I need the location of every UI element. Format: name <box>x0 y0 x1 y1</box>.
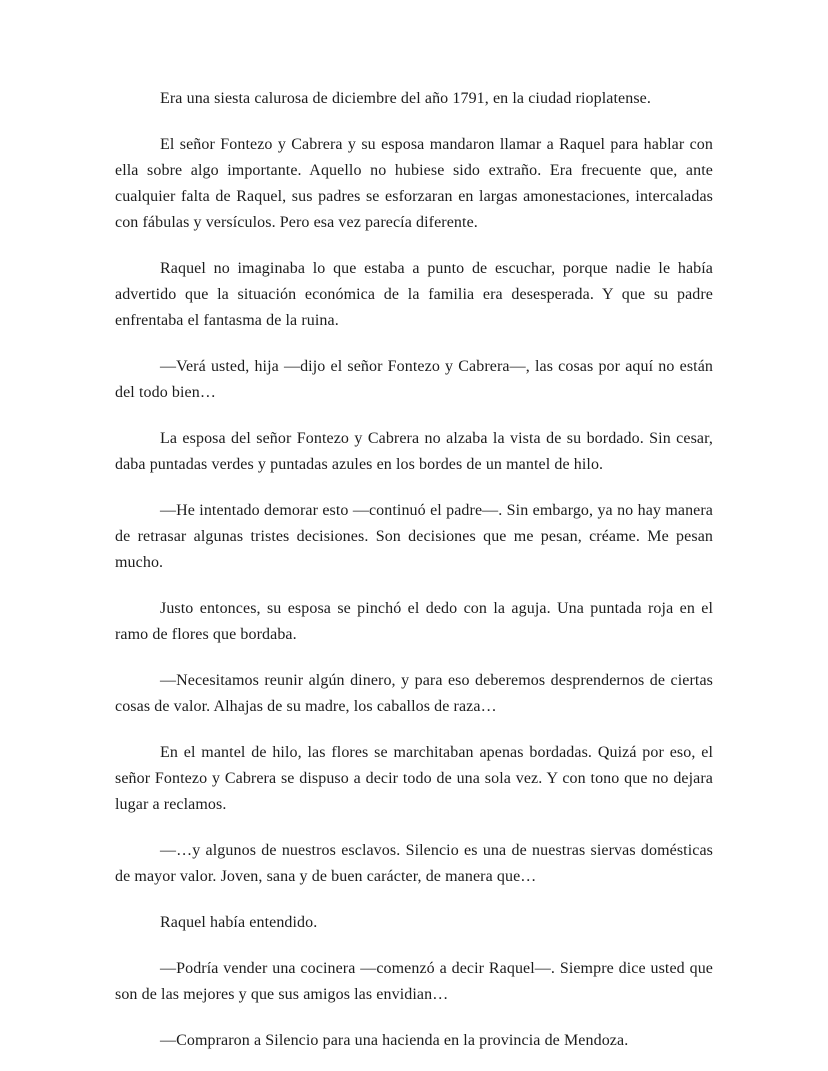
paragraph: —He intentado demorar esto —continuó el padre—. Sin embargo, ya no hay manera de retrasar algunas tristes decisiones. Son decisiones que me pesan, créame. Me pesan mucho. <box>115 502 713 571</box>
paragraph: —Necesitamos reunir algún dinero, y para eso deberemos desprendernos de ciertas cosas de valor. Alhajas de su madre, los caballos de raza… <box>115 672 713 715</box>
paragraph: —…y algunos de nuestros esclavos. Silencio es una de nuestras siervas domésticas de mayor valor. Joven, sana y de buen carácter, de manera que… <box>115 842 713 885</box>
paragraph: El señor Fontezo y Cabrera y su esposa mandaron llamar a Raquel para hablar con ella sobre algo importante. Aquello no hubiese sido extraño. Era frecuente que, ante cualquier falta de Raquel, sus padres se esforzaran en largas amonestaciones, intercaladas con fábulas y versículos. Pero esa vez parecía diferente. <box>115 136 713 231</box>
paragraph: Raquel había entendido. <box>160 914 318 931</box>
paragraph: La esposa del señor Fontezo y Cabrera no alzaba la vista de su bordado. Sin cesar, daba puntadas verdes y puntadas azules en los bordes de un mantel de hilo. <box>115 430 713 473</box>
paragraph: Raquel no imaginaba lo que estaba a punto de escuchar, porque nadie le había advertido que la situación económica de la familia era desesperada. Y que su padre enfrentaba el fantasma de la ruina. <box>115 260 713 329</box>
paragraph: —Verá usted, hija —dijo el señor Fontezo y Cabrera—, las cosas por aquí no están del todo bien… <box>115 358 713 401</box>
paragraph: —Compraron a Silencio para una hacienda en la provincia de Mendoza. <box>160 1032 629 1049</box>
paragraph: Era una siesta calurosa de diciembre del año 1791, en la ciudad rioplatense. <box>160 90 651 107</box>
paragraph: Justo entonces, su esposa se pinchó el dedo con la aguja. Una puntada roja en el ramo de flores que bordaba. <box>115 600 713 643</box>
paragraph: —Podría vender una cocinera —comenzó a decir Raquel—. Siempre dice usted que son de las mejores y que sus amigos las envidian… <box>115 960 713 1003</box>
paragraph: En el mantel de hilo, las flores se marchitaban apenas bordadas. Quizá por eso, el señor Fontezo y Cabrera se dispuso a decir todo de una sola vez. Y con tono que no dejara lugar a reclamos. <box>115 744 713 813</box>
